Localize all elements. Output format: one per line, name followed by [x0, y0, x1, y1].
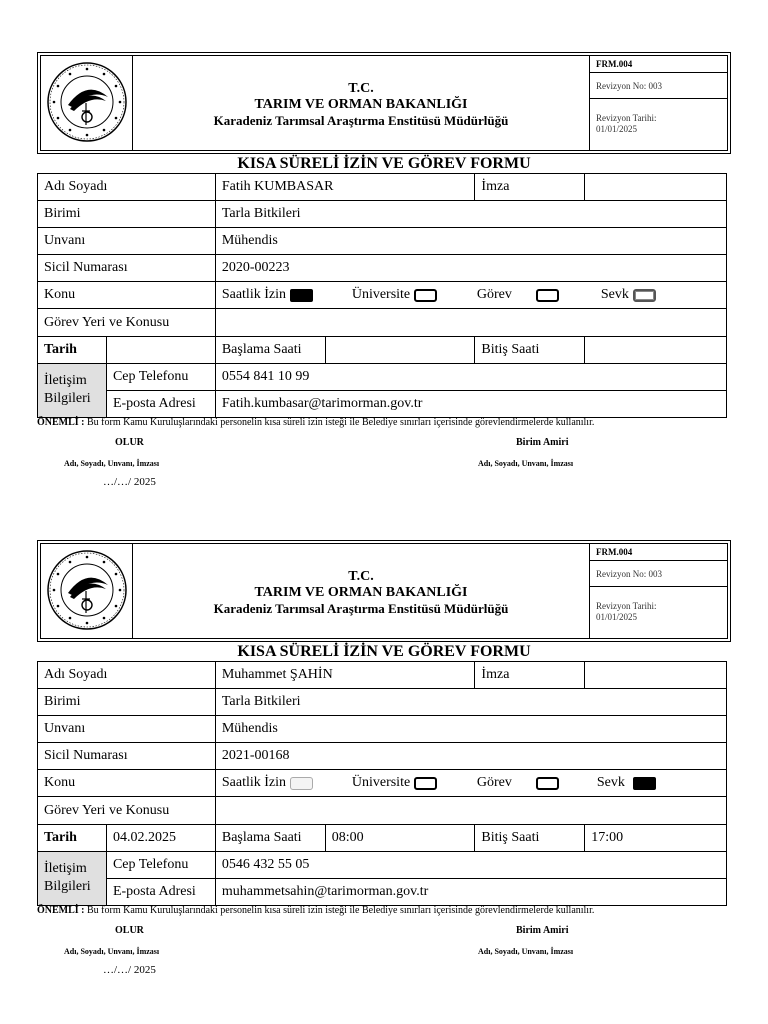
phone-label: Cep Telefonu — [106, 363, 215, 390]
unit-label: Birimi — [38, 689, 216, 716]
end-time-label: Bitiş Saati — [475, 824, 585, 851]
signature-label: İmza — [475, 662, 585, 689]
revision-date-block — [590, 587, 727, 638]
end-time-label: Bitiş Saati — [475, 336, 585, 363]
form-title: KISA SÜRELİ İZİN VE GÖREV FORMU — [237, 643, 531, 660]
header-tc: T.C. — [348, 81, 374, 96]
start-time-label: Başlama Saati — [215, 336, 325, 363]
start-time-value[interactable] — [325, 336, 475, 363]
approve-date: …/…/ 2025 — [103, 964, 156, 976]
form-code: FRM.004 — [590, 56, 727, 73]
supervisor-label: Birim Amiri — [516, 437, 569, 448]
opt-hourly-label: Saatlik İzin — [221, 775, 287, 791]
referral-checkbox[interactable] — [633, 289, 656, 302]
university-checkbox[interactable] — [414, 289, 437, 302]
header-ministry: TARIM VE ORMAN BAKANLIĞI — [254, 97, 468, 112]
revision-date-label: Revizyon Tarihi: — [596, 601, 657, 611]
revision-date-block — [590, 99, 727, 150]
contact-label: İletişim Bilgileri — [38, 851, 107, 905]
name-label: Adı Soyadı — [38, 662, 216, 689]
form-header — [37, 540, 731, 642]
ministry-logo — [41, 544, 133, 638]
title-value[interactable]: Mühendis — [215, 228, 726, 255]
important-note: ÖNEMLİ : Bu form Kamu Kuruluşlarındaki personelin kısa süreli izin isteği ile Belediye sınırları içerisinde görevlendirmelerde kullanılır. — [37, 417, 595, 428]
duty-place-value[interactable] — [215, 797, 726, 824]
supervisor-sign-caption: Adı, Soyadı, Unvanı, İmzası — [478, 459, 574, 468]
hourly-checkbox[interactable] — [290, 777, 313, 790]
opt-university-label: Üniversite — [351, 775, 411, 791]
title-value[interactable]: Mühendis — [215, 716, 726, 743]
supervisor-label: Birim Amiri — [516, 925, 569, 936]
approve-label: OLUR — [115, 437, 144, 448]
contact-label: İletişim Bilgileri — [38, 363, 107, 417]
opt-university-label: Üniversite — [351, 287, 411, 303]
opt-referral-label: Sevk — [600, 287, 629, 303]
approver-sign-caption: Adı, Soyadı, Unvanı, İmzası — [64, 947, 160, 956]
ministry-logo — [41, 56, 133, 150]
subject-label: Konu — [38, 770, 216, 797]
revision-no: Revizyon No: 003 — [590, 561, 727, 587]
revision-date: 01/01/2025 — [596, 612, 638, 622]
phone-value[interactable]: 0554 841 10 99 — [215, 363, 726, 390]
end-time-value[interactable] — [585, 336, 727, 363]
signature-label: İmza — [475, 174, 585, 201]
phone-value[interactable]: 0546 432 55 05 — [215, 851, 726, 878]
email-label: E-posta Adresi — [106, 390, 215, 417]
referral-checkbox[interactable] — [633, 777, 656, 790]
registry-label: Sicil Numarası — [38, 743, 216, 770]
subject-label: Konu — [38, 282, 216, 309]
date-value[interactable]: 04.02.2025 — [106, 824, 215, 851]
title-label: Unvanı — [38, 716, 216, 743]
form-table — [37, 661, 727, 906]
name-value[interactable]: Fatih KUMBASAR — [215, 174, 475, 201]
duty-place-value[interactable] — [215, 309, 726, 336]
registry-value[interactable]: 2020-00223 — [215, 255, 726, 282]
opt-referral-label: Sevk — [596, 775, 625, 791]
revision-date: 01/01/2025 — [596, 124, 638, 134]
opt-duty-label: Görev — [476, 287, 512, 303]
form-code: FRM.004 — [590, 544, 727, 561]
header-institute: Karadeniz Tarımsal Araştırma Enstitüsü Müdürlüğü — [213, 601, 509, 616]
important-note: ÖNEMLİ : Bu form Kamu Kuruluşlarındaki personelin kısa süreli izin isteği ile Belediye sınırları içerisinde görevlendirmelerde kullanılır. — [37, 905, 595, 916]
header-institute: Karadeniz Tarımsal Araştırma Enstitüsü Müdürlüğü — [213, 113, 509, 128]
email-label: E-posta Adresi — [106, 878, 215, 905]
unit-value[interactable]: Tarla Bitkileri — [215, 201, 726, 228]
name-value[interactable]: Muhammet ŞAHİN — [215, 662, 475, 689]
revision-no: Revizyon No: 003 — [590, 73, 727, 99]
form-title: KISA SÜRELİ İZİN VE GÖREV FORMU — [237, 155, 531, 172]
unit-label: Birimi — [38, 201, 216, 228]
phone-label: Cep Telefonu — [106, 851, 215, 878]
duty-place-label: Görev Yeri ve Konusu — [38, 797, 216, 824]
signature-field[interactable] — [585, 174, 727, 201]
opt-duty-label: Görev — [476, 775, 512, 791]
name-label: Adı Soyadı — [38, 174, 216, 201]
duty-place-label: Görev Yeri ve Konusu — [38, 309, 216, 336]
registry-label: Sicil Numarası — [38, 255, 216, 282]
email-value[interactable]: Fatih.kumbasar@tarimorman.gov.tr — [215, 390, 726, 417]
date-label: Tarih — [38, 824, 107, 851]
unit-value[interactable]: Tarla Bitkileri — [215, 689, 726, 716]
title-label: Unvanı — [38, 228, 216, 255]
opt-hourly-label: Saatlik İzin — [221, 287, 286, 303]
approve-date: …/…/ 2025 — [103, 476, 156, 488]
start-time-label: Başlama Saati — [215, 824, 325, 851]
header-tc: T.C. — [348, 569, 374, 584]
start-time-value[interactable]: 08:00 — [325, 824, 475, 851]
approver-sign-caption: Adı, Soyadı, Unvanı, İmzası — [64, 459, 160, 468]
email-value[interactable]: muhammetsahin@tarimorman.gov.tr — [215, 878, 726, 905]
duty-checkbox[interactable] — [536, 777, 559, 790]
supervisor-sign-caption: Adı, Soyadı, Unvanı, İmzası — [478, 947, 574, 956]
signature-field[interactable] — [585, 662, 727, 689]
form-table — [37, 173, 727, 418]
date-label: Tarih — [38, 336, 107, 363]
revision-date-label: Revizyon Tarihi: — [596, 113, 657, 123]
university-checkbox[interactable] — [414, 777, 437, 790]
registry-value[interactable]: 2021-00168 — [215, 743, 726, 770]
header-ministry: TARIM VE ORMAN BAKANLIĞI — [254, 585, 468, 600]
hourly-checkbox[interactable] — [290, 289, 313, 302]
duty-checkbox[interactable] — [536, 289, 559, 302]
end-time-value[interactable]: 17:00 — [585, 824, 727, 851]
approve-label: OLUR — [115, 925, 144, 936]
date-value[interactable] — [106, 336, 215, 363]
form-header — [37, 52, 731, 154]
